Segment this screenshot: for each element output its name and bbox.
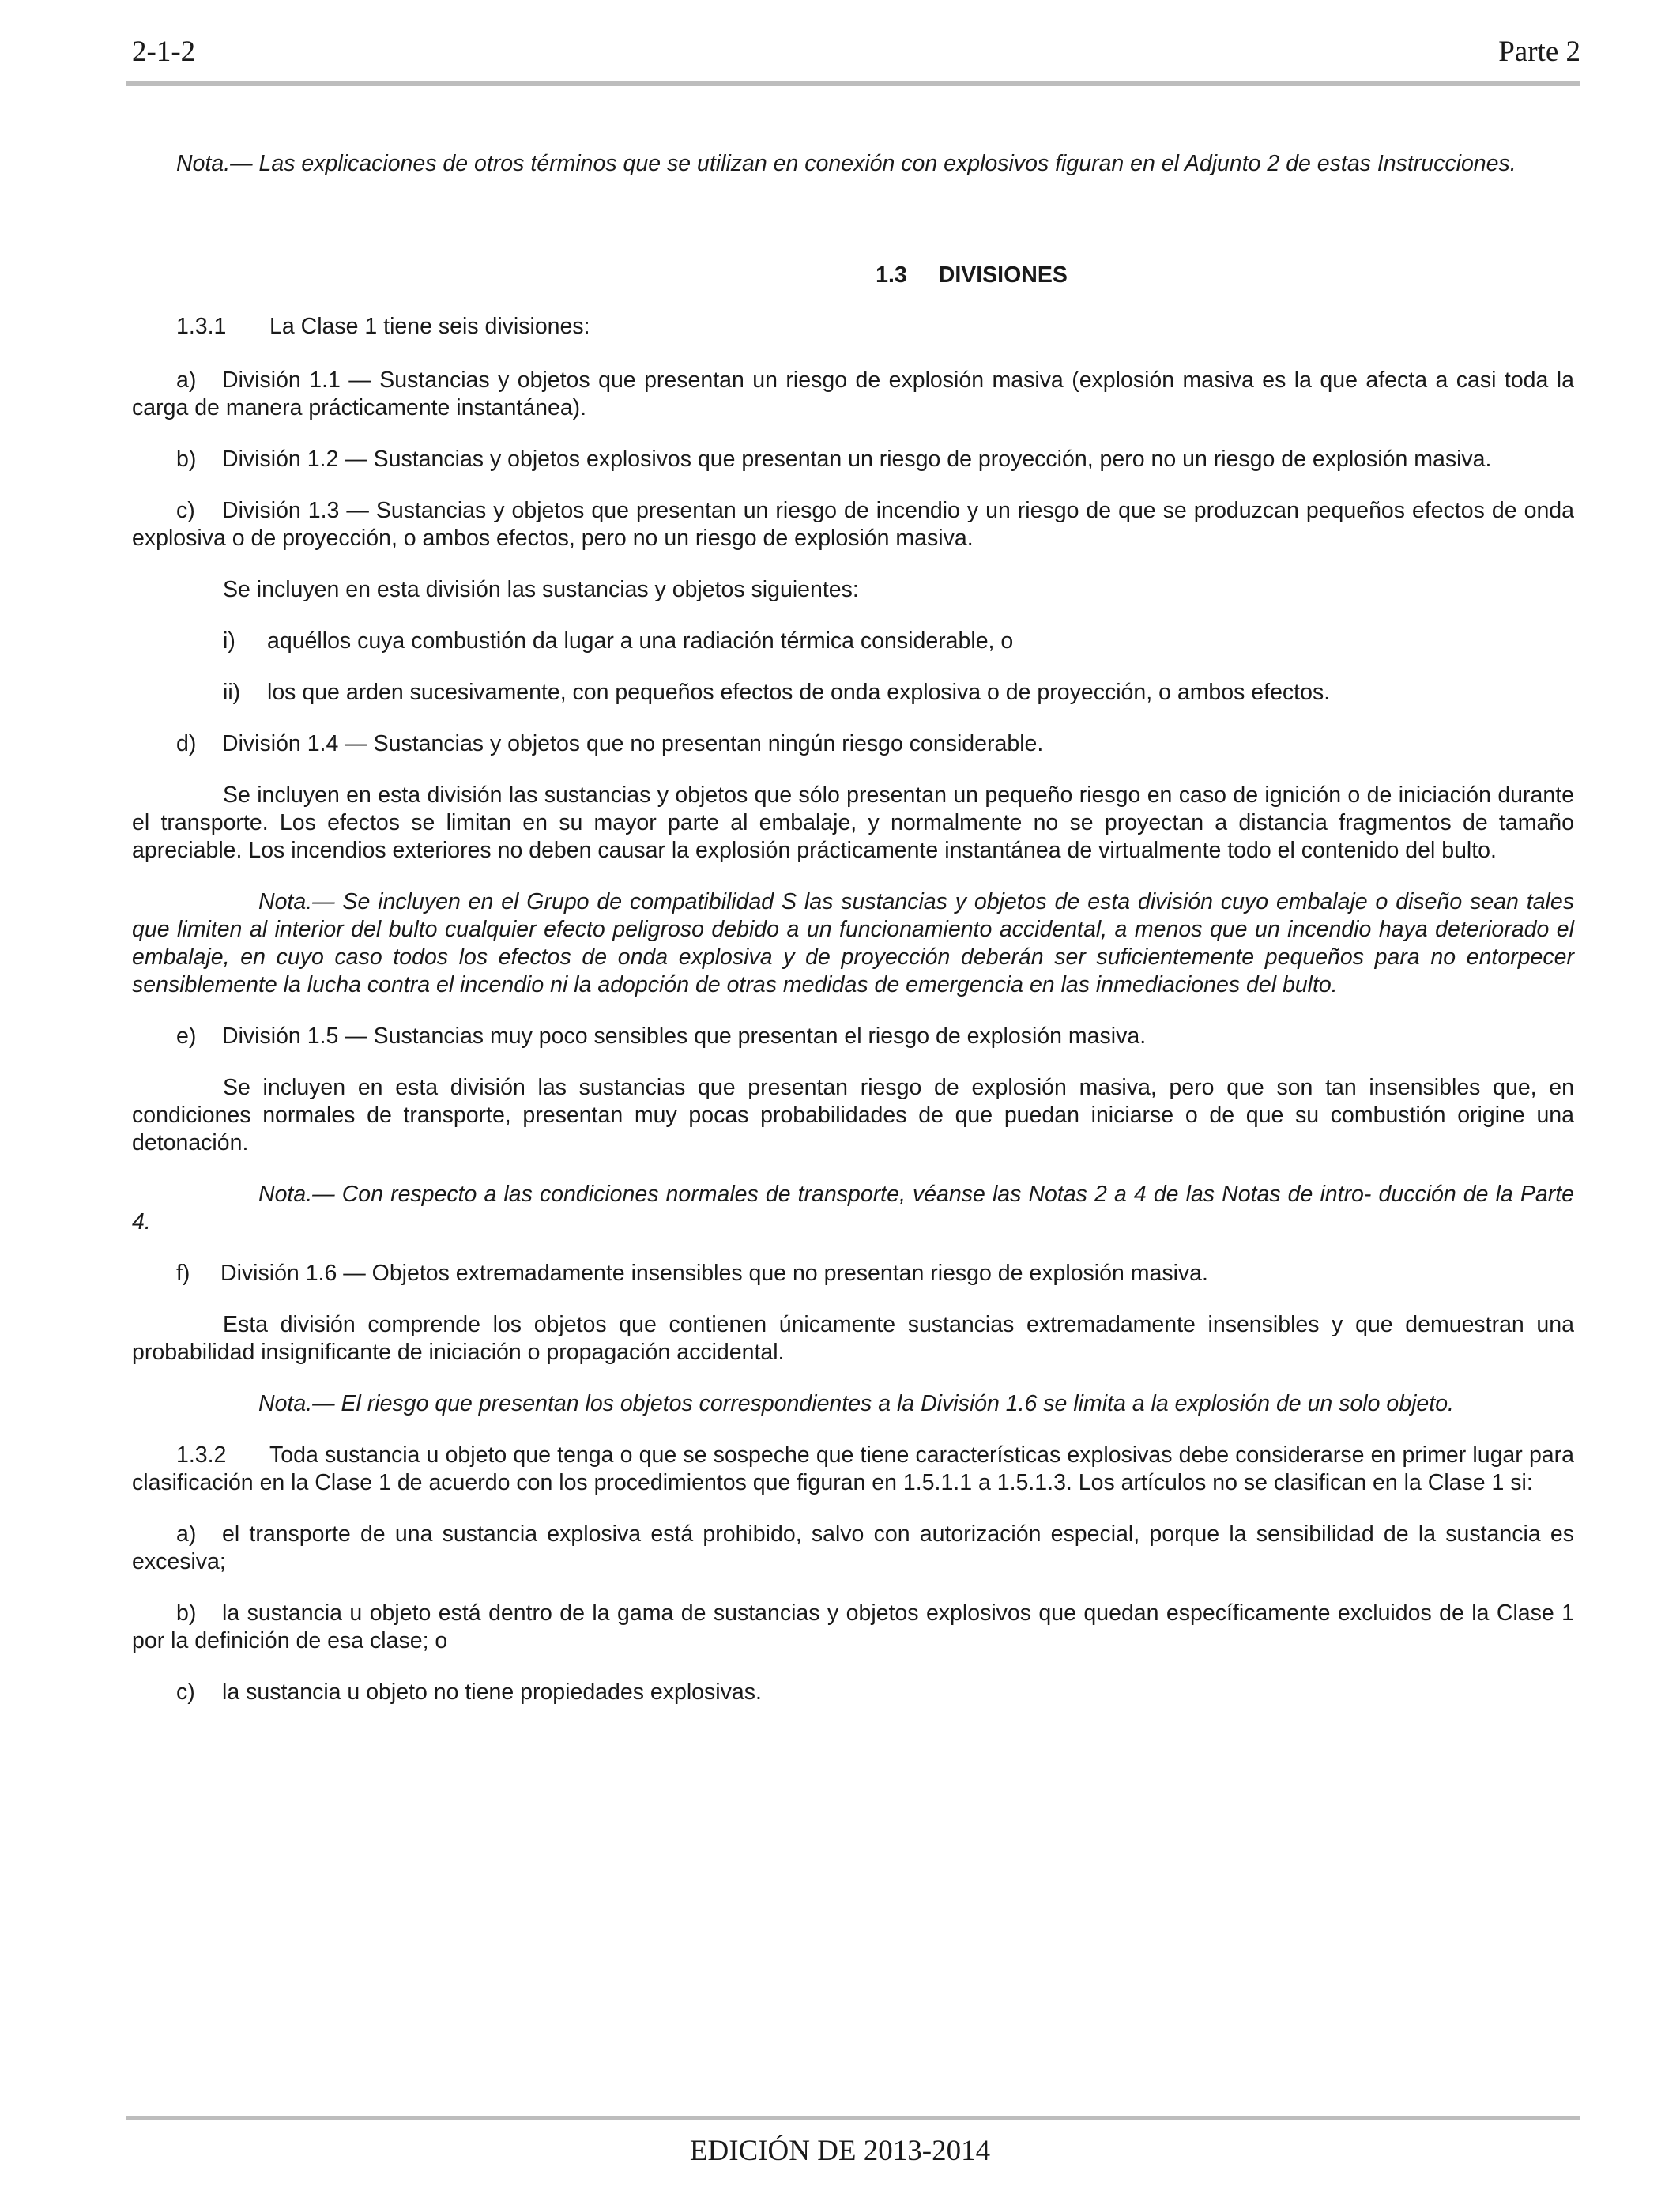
item-label: i)	[223, 628, 235, 654]
item-text: División 1.1 — Sustancias y objetos que presentan un riesgo de explosión masiva (explosión masiva es la que afecta a casi toda la carga de manera prácticamente instantánea).	[132, 368, 1574, 420]
intro-note-text: Las explicaciones de otros términos que se utilizan en conexión con explosivos figuran en el Adjunto 2 de estas Instrucciones.	[252, 151, 1516, 176]
criterion-c	[132, 1679, 1574, 1706]
item-text: aquéllos cuya combustión da lugar a una radiación térmica considerable, o	[267, 628, 1014, 654]
division-e	[132, 1023, 1574, 1050]
division-c-item-ii	[132, 679, 1574, 707]
paragraph-1-3-1	[132, 313, 1574, 341]
item-text: los que arden sucesivamente, con pequeños efectos de onda explosiva o de proyección, o ambos efectos.	[267, 680, 1331, 705]
paragraph-text: La Clase 1 tiene seis divisiones:	[269, 314, 590, 339]
page-body	[132, 150, 1574, 1706]
footer-rule	[126, 2116, 1580, 2120]
item-label: b)	[176, 1600, 197, 1626]
item-label: e)	[176, 1023, 197, 1049]
division-f-includes: Esta división comprende los objetos que contienen únicamente sustancias extremadamente insensibles y que demuestran una probabilidad insignificante de iniciación o propagación accidental.	[132, 1312, 1574, 1365]
division-b	[132, 446, 1574, 473]
item-label: c)	[176, 498, 195, 523]
paragraph-text: Toda sustancia u objeto que tenga o que se sospeche que tiene características explosivas debe considerarse en primer lugar para clasificación en la Clase 1 de acuerdo con los procedimientos que figuran en 1.5.1.1 a 1.5.1.3. Los artículos no se clasifican en la Clase 1 si:	[132, 1442, 1574, 1495]
section-number: 1.3	[876, 262, 907, 288]
item-text: el transporte de una sustancia explosiva está prohibido, salvo con autorización especial, porque la sensibilidad de la sustancia es excesiva;	[132, 1521, 1574, 1574]
division-a	[132, 367, 1574, 422]
paragraph-number: 1.3.1	[176, 314, 227, 339]
division-d	[132, 730, 1574, 758]
item-text: División 1.6 — Objetos extremadamente insensibles que no presentan riesgo de explosión masiva.	[220, 1261, 1208, 1286]
division-c	[132, 497, 1574, 552]
intro-note	[132, 150, 1574, 178]
item-label: f)	[176, 1261, 190, 1286]
criterion-b	[132, 1600, 1574, 1655]
item-text: la sustancia u objeto no tiene propiedades explosivas.	[222, 1679, 762, 1705]
division-d-includes: Se incluyen en esta división las sustancias y objetos que sólo presentan un pequeño riesgo en caso de ignición o de iniciación durante el transporte. Los efectos se limitan en su mayor parte al embalaje, y normalmente no se proyectan a distancia fragmentos de tamaño apreciable. Los incendios exteriores no deben causar la explosión prácticamente instantánea de virtualmente todo el contenido del bulto.	[132, 782, 1574, 863]
division-c-includes: Se incluyen en esta división las sustancias y objetos siguientes:	[223, 577, 859, 602]
intro-note-label: Nota.—	[176, 151, 253, 176]
division-e-includes: Se incluyen en esta división las sustancias que presentan riesgo de explosión masiva, pero que son tan insensibles que, en condiciones normales de transporte, presentan muy pocas probabilidades de que puedan iniciarse o de que su combustión origine una detonación.	[132, 1075, 1574, 1155]
division-f	[132, 1260, 1574, 1287]
section-title: DIVISIONES	[938, 262, 1068, 288]
paragraph-1-3-2	[132, 1442, 1574, 1497]
part-label: Parte 2	[1498, 36, 1580, 68]
page-footer: EDICIÓN DE 2013-2014	[689, 2135, 991, 2167]
item-label: a)	[176, 368, 197, 393]
division-c-item-i	[132, 628, 1574, 655]
page-header	[132, 35, 1580, 76]
header-rule	[126, 81, 1580, 86]
division-e-note: Nota.— Con respecto a las condiciones normales de transporte, véanse las Notas 2 a 4 de las Notas de intro- ducción de la Parte 4.	[132, 1182, 1574, 1235]
criterion-a	[132, 1521, 1574, 1576]
section-heading	[132, 262, 1574, 289]
item-label: a)	[176, 1521, 197, 1547]
page-number: 2-1-2	[132, 36, 196, 68]
item-text: División 1.5 — Sustancias muy poco sensibles que presentan el riesgo de explosión masiva.	[222, 1023, 1147, 1049]
item-text: División 1.2 — Sustancias y objetos explosivos que presentan un riesgo de proyección, pero no un riesgo de explosión masiva.	[222, 447, 1492, 472]
item-text: División 1.4 — Sustancias y objetos que no presentan ningún riesgo considerable.	[222, 731, 1044, 756]
division-d-note: Nota.— Se incluyen en el Grupo de compatibilidad S las sustancias y objetos de esta división cuyo embalaje o diseño sean tales que limiten al interior del bulto cualquier efecto peligroso debido a un funcionamiento accidental, a menos que un incendio haya deteriorado el embalaje, en cuyo caso todos los efectos de onda explosiva y de proyección deberán ser suficientemente pequeños para no entorpecer sensiblemente la lucha contra el incendio ni la adopción de otras medidas de emergencia en las inmediaciones del bulto.	[132, 889, 1574, 997]
item-label: ii)	[223, 680, 241, 705]
division-f-note: Nota.— El riesgo que presentan los objetos correspondientes a la División 1.6 se limita a la explosión de un solo objeto.	[258, 1391, 1454, 1416]
paragraph-number: 1.3.2	[176, 1442, 227, 1468]
item-text: la sustancia u objeto está dentro de la gama de sustancias y objetos explosivos que quedan específicamente excluidos de la Clase 1 por la definición de esa clase; o	[132, 1600, 1574, 1653]
item-text: División 1.3 — Sustancias y objetos que presentan un riesgo de incendio y un riesgo de que se produzcan pequeños efectos de onda explosiva o de proyección, o ambos efectos, pero no un riesgo de explosión masiva.	[132, 498, 1574, 551]
item-label: d)	[176, 731, 197, 756]
item-label: c)	[176, 1679, 195, 1705]
item-label: b)	[176, 447, 197, 472]
